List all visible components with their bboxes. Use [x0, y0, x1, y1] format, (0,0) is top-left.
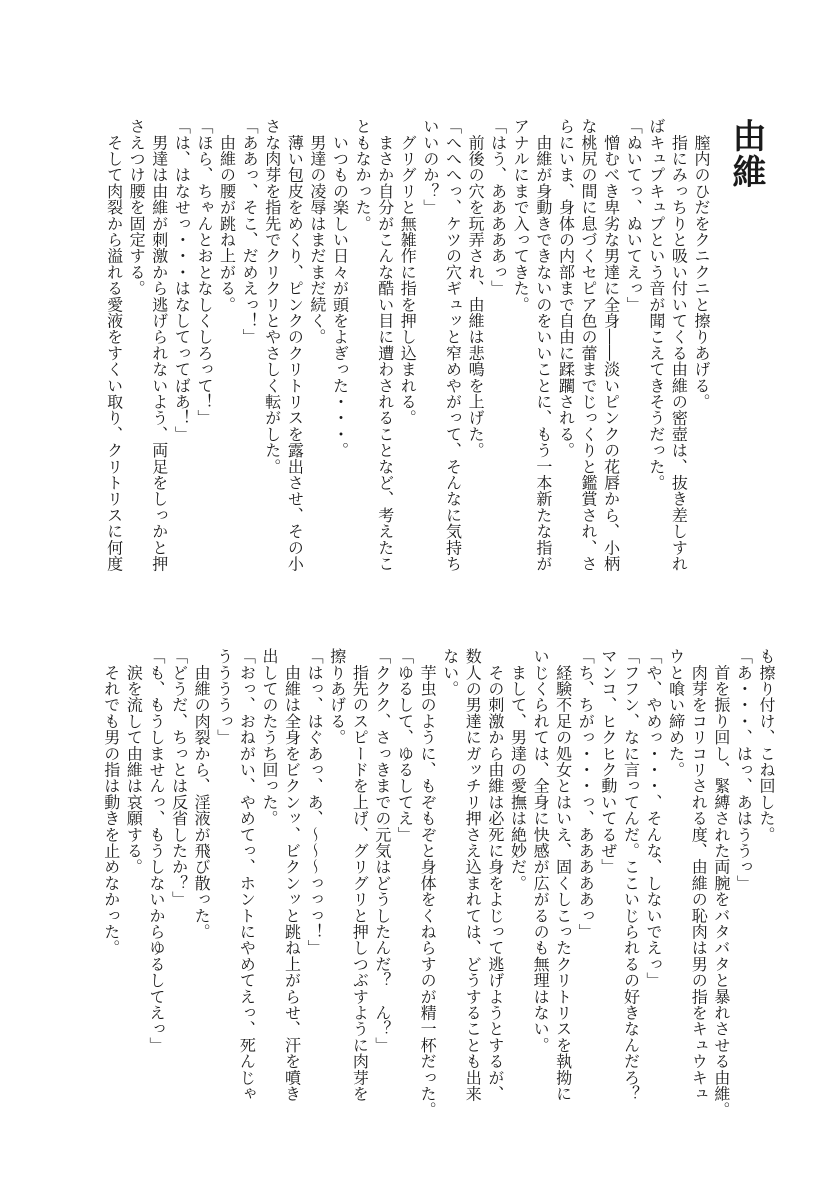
text-column: 由維の腰が跳ね上がる。	[217, 118, 237, 313]
bottom-text-block	[99, 648, 777, 1118]
text-column: な桃尻の間に息づくセピア色の蕾までじっくりと鑑賞され、さ	[579, 118, 599, 572]
text-column: まして、男達の愛撫は絶妙だ。	[508, 648, 528, 891]
text-column: グリグリと無雑作に指を押し込まれる。	[398, 118, 418, 426]
text-column: いつもの楽しい日々が頭をよぎった・・・。	[330, 118, 350, 459]
text-column: ともなかった。	[353, 118, 373, 232]
text-column: 「どうだ、ちっとは反省したか？」	[169, 648, 189, 908]
text-column: 数人の男達にガッチリ押さえ込まれては、どうすることも出来	[463, 648, 483, 1102]
text-column: 「あ・・・、はっ、あはううっ」	[734, 648, 754, 891]
text-column: まさか自分がこんな酷い目に遭わされることなど、考えたこ	[375, 118, 395, 572]
text-column: 「ゆるして、ゆるしてえ」	[395, 648, 415, 843]
text-column: 指にみっちりと吸い付いてくる由維の密壺は、抜き差しすれ	[669, 118, 689, 572]
text-column: ない。	[440, 648, 460, 697]
text-column: 「へへへっ、ケツの穴ギュッと窄めやがって、そんなに気持ち	[443, 118, 463, 572]
text-column: 由維は全身をビクンッ、ビクンッと跳ね上がらせ、汗を噴き	[282, 648, 302, 1102]
text-column: 「はっ、はぐあっ、あ、〜〜〜っっっ！」	[305, 648, 325, 956]
text-column: 「は、はなせっ・・・はなしてってばあ！」	[172, 118, 192, 442]
text-column: 「も、もうしませんっ、もうしないからゆるしてえっ」	[146, 648, 166, 1053]
text-column: 出してのたうち回った。	[259, 648, 279, 827]
text-column: 指先のスピードを上げ、グリグリと押しつぶすように肉芽を	[350, 648, 370, 1102]
chapter-title: 由維	[726, 118, 766, 190]
text-column: 「フフン、なに言ってんだ。ここいじられるの好きなんだろ？	[621, 648, 641, 1102]
text-column: 「ああっ、そこ、だめえっ！」	[240, 118, 260, 345]
text-column: マンコ、ヒクヒク動いてるぜ」	[598, 648, 618, 875]
text-column: いいのか？」	[420, 118, 440, 216]
text-column: さえつけ腰を固定する。	[127, 118, 147, 297]
text-column: 前後の穴を玩弄され、由維は悲鳴を上げた。	[466, 118, 486, 459]
text-column: 膣内のひだをクニクニと擦りあげる。	[692, 118, 711, 410]
text-column: ウと喰い締めた。	[666, 648, 686, 778]
text-column: 肉芽をコリコリされる度、由維の恥肉は男の指をキュウキュ	[689, 648, 709, 1102]
text-column: 芋虫のように、もぞもぞと身体をくねらすのが精一杯だった。	[418, 648, 438, 1118]
text-column: 男達の凌辱はまだまだ続く。	[307, 118, 327, 345]
text-column: 「おっ、おねがい、やめてっ、ホントにやめてえっ、死んじゃ	[237, 648, 257, 1102]
text-column: ううううっ」	[214, 648, 234, 746]
text-column: 由維が身動きできないのをいいことに、もう一本新たな指が	[533, 118, 553, 572]
text-column: らにいま、身体の内部まで自由に蹂躙される。	[556, 118, 576, 459]
text-column: それでも男の指は動きを止めなかった。	[101, 648, 121, 956]
text-column: 「ほら、ちゃんとおとなしくしろって！」	[194, 118, 214, 426]
text-column: 「ち、ちがっ・・・っ、あああああっ」	[576, 648, 596, 940]
text-column: 憎むべき卑劣な男達に全身――淡いピンクの花唇から、小柄	[601, 118, 621, 572]
text-column: アナルにまで入ってきた。	[511, 118, 531, 313]
text-column: さな肉芽を指先でクリクリとやさしく転がした。	[262, 118, 282, 475]
text-column: いじくられては、全身に快感が広がるのも無理はない。	[531, 648, 551, 1053]
text-column: 首を振り回し、緊縛された両腕をバタバタと暴れさせる由維。	[711, 648, 731, 1118]
text-column: 「ぬいてっ、ぬいてえっ」	[624, 118, 644, 313]
text-column: も擦り付け、こね回した。	[757, 648, 776, 843]
text-column: そして肉裂から溢れる愛液をすくい取り、クリトリスに何度	[104, 118, 124, 572]
text-column: 「ククク、さっきまでの元気はどうしたんだ？ ん？」	[372, 648, 392, 1053]
text-column: 「はう、あああああっ」	[488, 118, 508, 297]
text-column: 男達は由維が刺激から逃げられないよう、両足をしっかと押	[149, 118, 169, 572]
text-column: その刺激から由維は必死に身をよじって逃げようとするが、	[485, 648, 505, 1102]
text-column: 涙を流して由維は哀願する。	[124, 648, 144, 875]
text-column: 擦りあげる。	[327, 648, 347, 746]
text-column: 経験不足の処女とはいえ、固くしこったクリトリスを執拗に	[553, 648, 573, 1102]
text-column: ばキュプキュプという音が聞こえてきそうだった。	[646, 118, 666, 491]
text-column: 由維の肉裂から、淫液が飛び散った。	[192, 648, 212, 940]
text-column: 薄い包皮をめくり、ピンクのクリトリスを露出させ、その小	[285, 118, 305, 572]
text-column: 「や、やめっ・・・、そんな、しないでえっ」	[644, 648, 664, 989]
top-text-block	[102, 118, 712, 572]
